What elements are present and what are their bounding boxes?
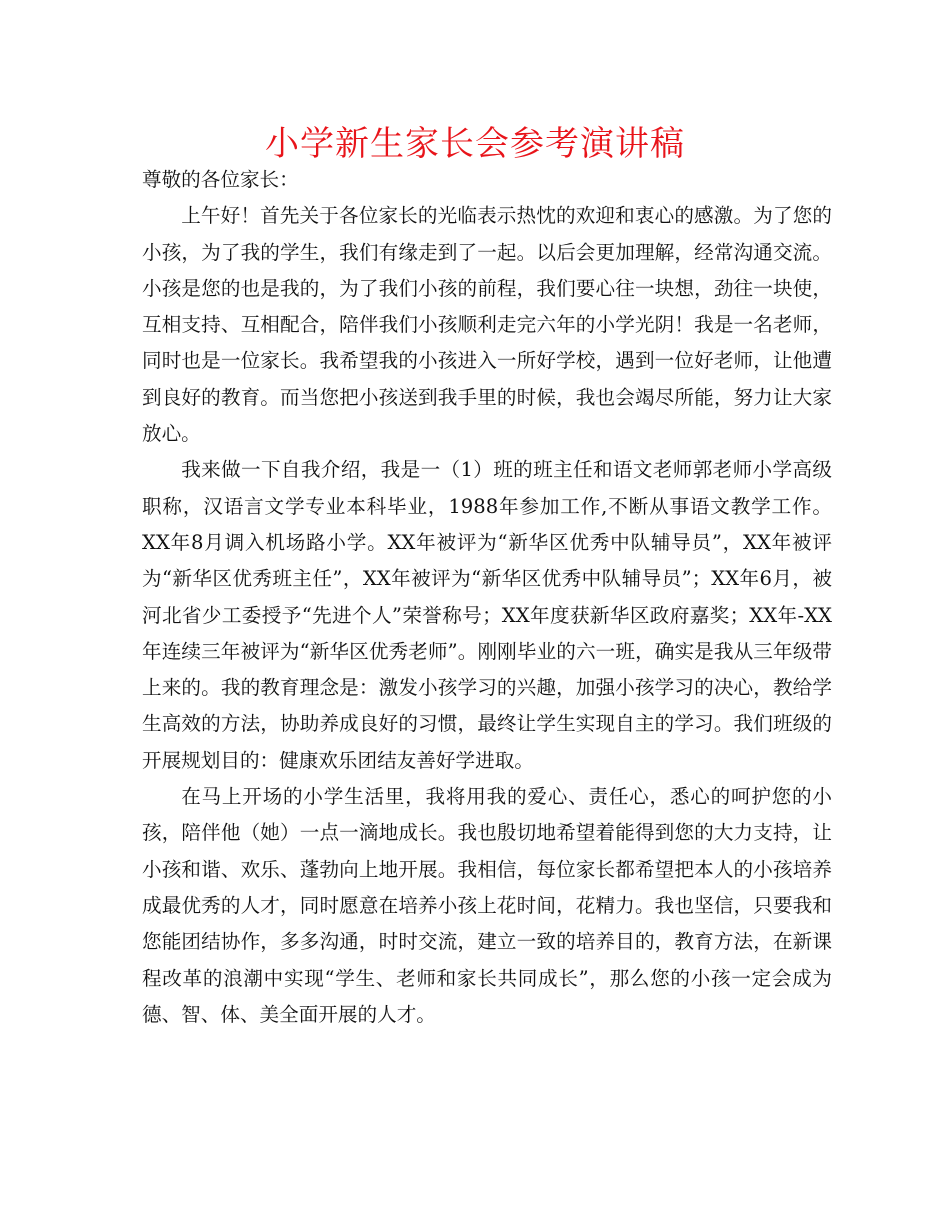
document-title: 小学新生家长会参考演讲稿 <box>265 124 685 164</box>
document-body <box>142 162 832 1033</box>
paragraph-introduction: 我来做一下自我介绍，我是一（1）班的班主任和语文老师郭老师小学高级职称，汉语言文学专业本科毕业，1988年参加工作,不断从事语文教学工作。XX年8月调入机场路小学。XX年被评为“新华区优秀中队辅导员”，XX年被评为“新华区优秀班主任”，XX年被评为“新华区优秀中队辅导员”；XX年6月，被河北省少工委授予“先进个人”荣誉称号；XX年度获新华区政府嘉奖；XX年-XX年连续三年被评为“新华区优秀老师”。刚刚毕业的六一班，确实是我从三年级带上来的。我的教育理念是：激发小孩学习的兴趣，加强小孩学习的决心，教给学生高效的方法，协助养成良好的习惯，最终让学生实现自主的学习。我们班级的开展规划目的：健康欢乐团结友善好学进取。 <box>142 458 832 772</box>
paragraph-welcome: 上午好！首先关于各位家长的光临表示热忱的欢迎和衷心的感激。为了您的小孩，为了我的学生，我们有缘走到了一起。以后会更加理解，经常沟通交流。小孩是您的也是我的，为了我们小孩的前程，我们要心往一块想，劲往一块使，互相支持、互相配合，陪伴我们小孩顺利走完六年的小学光阴！我是一名老师，同时也是一位家长。我希望我的小孩进入一所好学校，遇到一位好老师，让他遭到良好的教育。而当您把小孩送到我手里的时候，我也会竭尽所能，努力让大家放心。 <box>142 204 832 446</box>
paragraph-closing: 在马上开场的小学生活里，我将用我的爱心、责任心，悉心的呵护您的小孩，陪伴他（她）一点一滴地成长。我也殷切地希望着能得到您的大力支持，让小孩和谐、欢乐、蓬勃向上地开展。我相信，每位家长都希望把本人的小孩培养成最优秀的人才，同时愿意在培养小孩上花时间，花精力。我也坚信，只要我和您能团结协作，多多沟通，时时交流，建立一致的培养目的，教育方法，在新课程改革的浪潮中实现“学生、老师和家长共同成长”，那么您的小孩一定会成为德、智、体、美全面开展的人才。 <box>142 785 832 1026</box>
greeting-line: 尊敬的各位家长： <box>142 168 299 191</box>
